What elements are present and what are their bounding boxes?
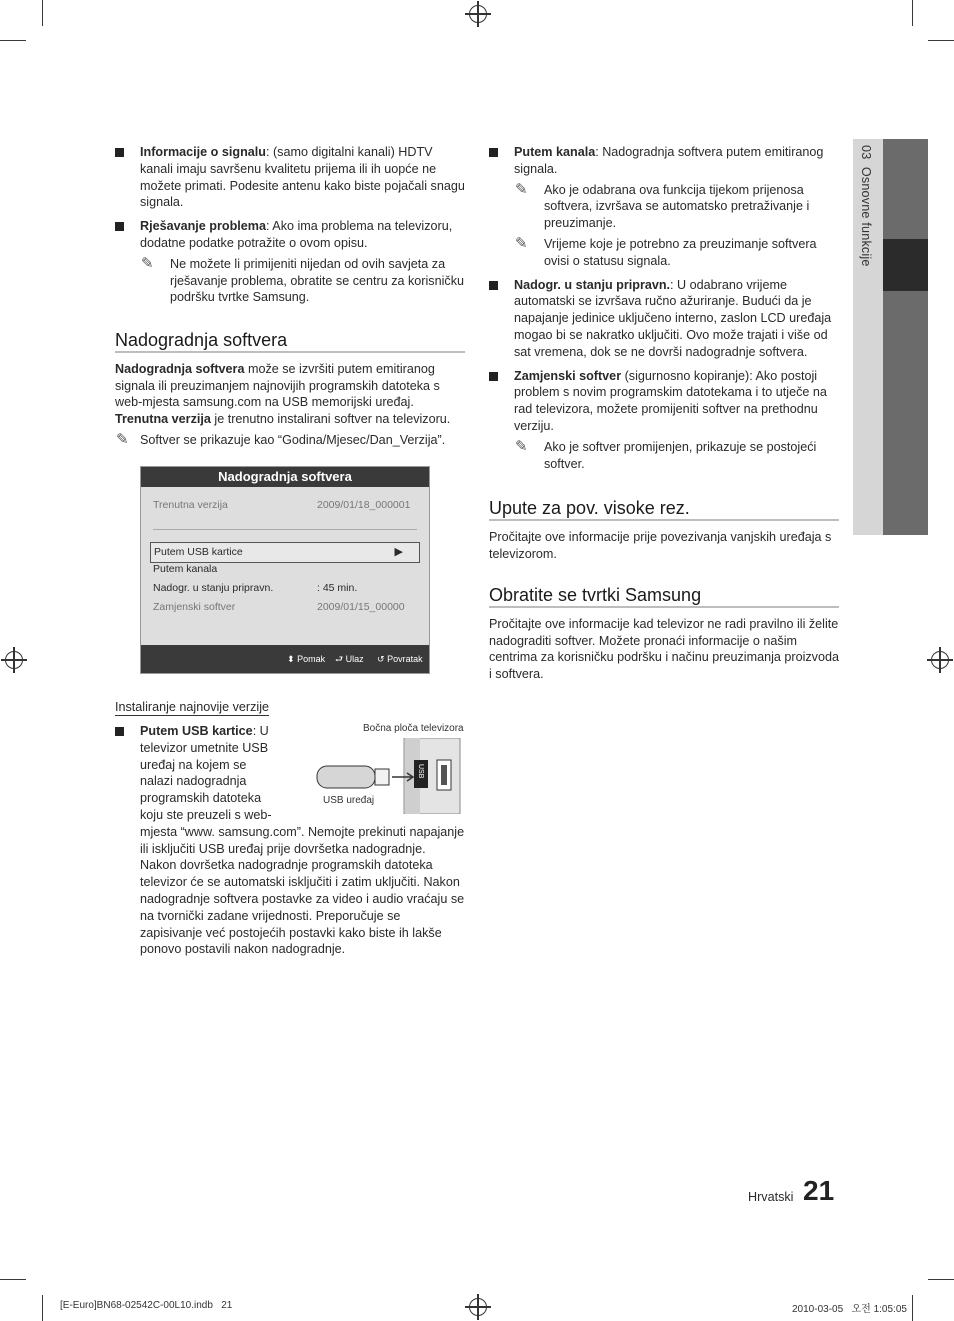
crop-mark	[42, 0, 43, 26]
chapter-label: 03 Osnovne funkcije	[859, 145, 873, 267]
page-number: 21	[803, 1175, 835, 1206]
hd-section: Upute za pov. visoke rez. Pročitajte ove informacije prije povezivanja vanjskih uređaja s televizorom.	[489, 500, 839, 562]
pencil-note-icon: ✎	[141, 254, 154, 272]
bullet-icon	[115, 148, 124, 157]
move-hint: ⬍ Pomak	[287, 654, 326, 664]
return-hint: ↺ Povratak	[377, 654, 423, 664]
list-item: Putem kanala: Nadogradnja softvera putem emitiranog signala. ✎ Ako je odabrana ova funkcija tijekom prijenosa softvera, izvršava se automatsko pretraživanje i preuzimanje. ✎ Vrijeme koje je potrebno za preuzimanje softvera ovisi o statusu signala.	[489, 144, 839, 270]
current-version-label: Trenutna verzija	[153, 499, 228, 511]
pencil-note-icon: ✎	[515, 437, 528, 455]
updown-icon: ⬍	[287, 654, 295, 664]
bullet-icon	[489, 372, 498, 381]
enter-hint: ⮐ Ulaz	[335, 654, 364, 664]
menu-title: Nadogradnja softvera	[141, 467, 429, 487]
crop-mark	[928, 40, 954, 41]
list-item: Rješavanje problema: Ako ima problema na televizoru, dodatne podatke potražite o ovom opisu. ✎ Ne možete li primijeniti nijedan od ovih savjeta za rješavanje problema, obratite se centru za korisničku podršku tvrtke Samsung.	[115, 218, 465, 306]
bullet-icon	[115, 727, 124, 736]
alternative-software-value: 2009/01/15_00000	[317, 601, 405, 613]
list-item: Nadogr. u stanju pripravn.: U odabrano vrijeme automatski se izvršava ručno ažuriranje. Budući da je napajanje jedinice uključeno interno, zaslon LCD uređaja mogao bi se nakratko uključiti. Ovo može trajati i više od sat vremena, dok se ne dovrši nadogradnje softvera.	[489, 277, 839, 361]
registration-mark-icon	[931, 651, 949, 669]
usb-item	[115, 723, 465, 958]
bullet-icon	[489, 148, 498, 157]
crop-mark	[42, 1295, 43, 1321]
right-column	[489, 144, 839, 472]
usb-device-label: USB uređaj	[323, 795, 375, 806]
bullet-icon	[115, 222, 124, 231]
crop-mark	[0, 1279, 26, 1280]
registration-mark-icon	[469, 1298, 487, 1316]
software-upgrade-section: Nadogradnja softvera Nadogradnja softvera može se izvršiti putem emitiranog signala ili preuzimanjem najnovijih programskih datoteka s web-mjesta samsung.com na USB memorijski uređaj. Trenutna verzija je trenutno instalirani softver na televizoru. ✎ Softver se prikazuje kao “Godina/Mjesec/Dan_Verzija”.	[115, 332, 465, 449]
bullet-icon	[489, 281, 498, 290]
registration-mark-icon	[469, 5, 487, 23]
section-title: Obratite se tvrtki Samsung	[489, 587, 839, 608]
section-title: Upute za pov. visoke rez.	[489, 500, 839, 521]
install-heading: Instaliranje najnovije verzije	[115, 700, 270, 714]
current-version-value: 2009/01/18_000001	[317, 499, 411, 511]
pencil-note-icon: ✎	[116, 430, 129, 448]
software-upgrade-menu	[140, 466, 430, 674]
standby-upgrade-value: : 45 min.	[317, 582, 358, 594]
arrow-right-icon: ▶	[394, 546, 403, 558]
usb-port-label: USB	[417, 764, 424, 779]
note: ✎ Softver se prikazuje kao “Godina/Mjesec/Dan_Verzija”.	[116, 430, 446, 448]
registration-mark-icon	[5, 651, 23, 669]
print-timestamp: 2010-03-05 오전 1:05:05	[792, 1304, 907, 1315]
crop-mark	[0, 40, 26, 41]
crop-mark	[928, 1279, 954, 1280]
crop-mark	[912, 0, 913, 26]
menu-item-usb[interactable]: Putem USB kartice ▶	[150, 542, 420, 563]
note: ✎ Ne možete li primijeniti nijedan od ovih savjeta za rješavanje problema, obratite se centru za korisničku podršku tvrtke Samsung.	[141, 254, 464, 305]
enter-icon: ⮐	[335, 654, 344, 664]
pencil-note-icon: ✎	[515, 180, 528, 198]
menu-item-standby-upgrade[interactable]: Nadogr. u stanju pripravn.	[153, 582, 274, 594]
note: ✎ Ako je odabrana ova funkcija tijekom prijenosa softvera, izvršava se automatsko pretraživanje i preuzimanje.	[515, 180, 810, 231]
list-item: Putem USB kartice: U televizor umetnite USB uređaj na kojem se nalazi nadogradnja programskih datoteka koju ste preuzeli s web-mjesta “www. samsung.com”. Nemojte prekinuti napajanje ili isključiti USB uređaj prije dovršetka nadogradnje. Nakon dovršetka nadogradnje programskih datoteka televizor će se automatski isključiti i zatim uključiti. Nakon nadogradnje softvera postavke za video i audio vraćaju se na tvornički zadane vrijednosti. Preporučuje se zapisivanje već postojećih postavki kako biste ih lakše ponovo postavili nakon nadogradnje.	[115, 723, 465, 958]
language-label: Hrvatski	[748, 1190, 794, 1204]
menu-item-alternative-software[interactable]: Zamjenski softver	[153, 601, 236, 613]
contact-section: Obratite se tvrtki Samsung Pročitajte ove informacije kad televizor ne radi pravilno ili želite nadograditi softver. Možete pronaći informacije o našim centrima za korisničku podršku i načinu preuzimanja proizvoda i softvera.	[489, 585, 839, 682]
section-title: Nadogradnja softvera	[115, 332, 465, 353]
left-column	[115, 144, 465, 306]
note: ✎ Vrijeme koje je potrebno za preuzimanje softvera ovisi o statusu signala.	[515, 234, 817, 268]
menu-item-channel[interactable]: Putem kanala	[153, 563, 218, 575]
list-item: Informacije o signalu: (samo digitalni kanali) HDTV kanali imaju savršenu kvalitetu prijema ili ih uopće ne možete primati. Podesite antenu kako biste pojačali snagu signala.	[115, 144, 465, 211]
crop-mark	[912, 1295, 913, 1321]
menu-footer	[141, 645, 429, 673]
panel-label: Bočna ploča televizora	[363, 723, 464, 734]
list-item: Zamjenski softver (sigurnosno kopiranje): Ako postoji problem s novim programskim datotekama i to utječe na rad televizora, možete promijeniti softver na prethodnu verziju. ✎ Ako je softver promijenjen, prikazuje se postojeći softver.	[489, 368, 839, 473]
file-info: [E-Euro]BN68-02542C-00L10.indb 21	[60, 1300, 233, 1311]
chapter-side-tab	[853, 139, 928, 535]
return-icon: ↺	[377, 654, 385, 664]
note: ✎ Ako je softver promijenjen, prikazuje se postojeći softver.	[515, 437, 817, 471]
pencil-note-icon: ✎	[515, 234, 528, 252]
